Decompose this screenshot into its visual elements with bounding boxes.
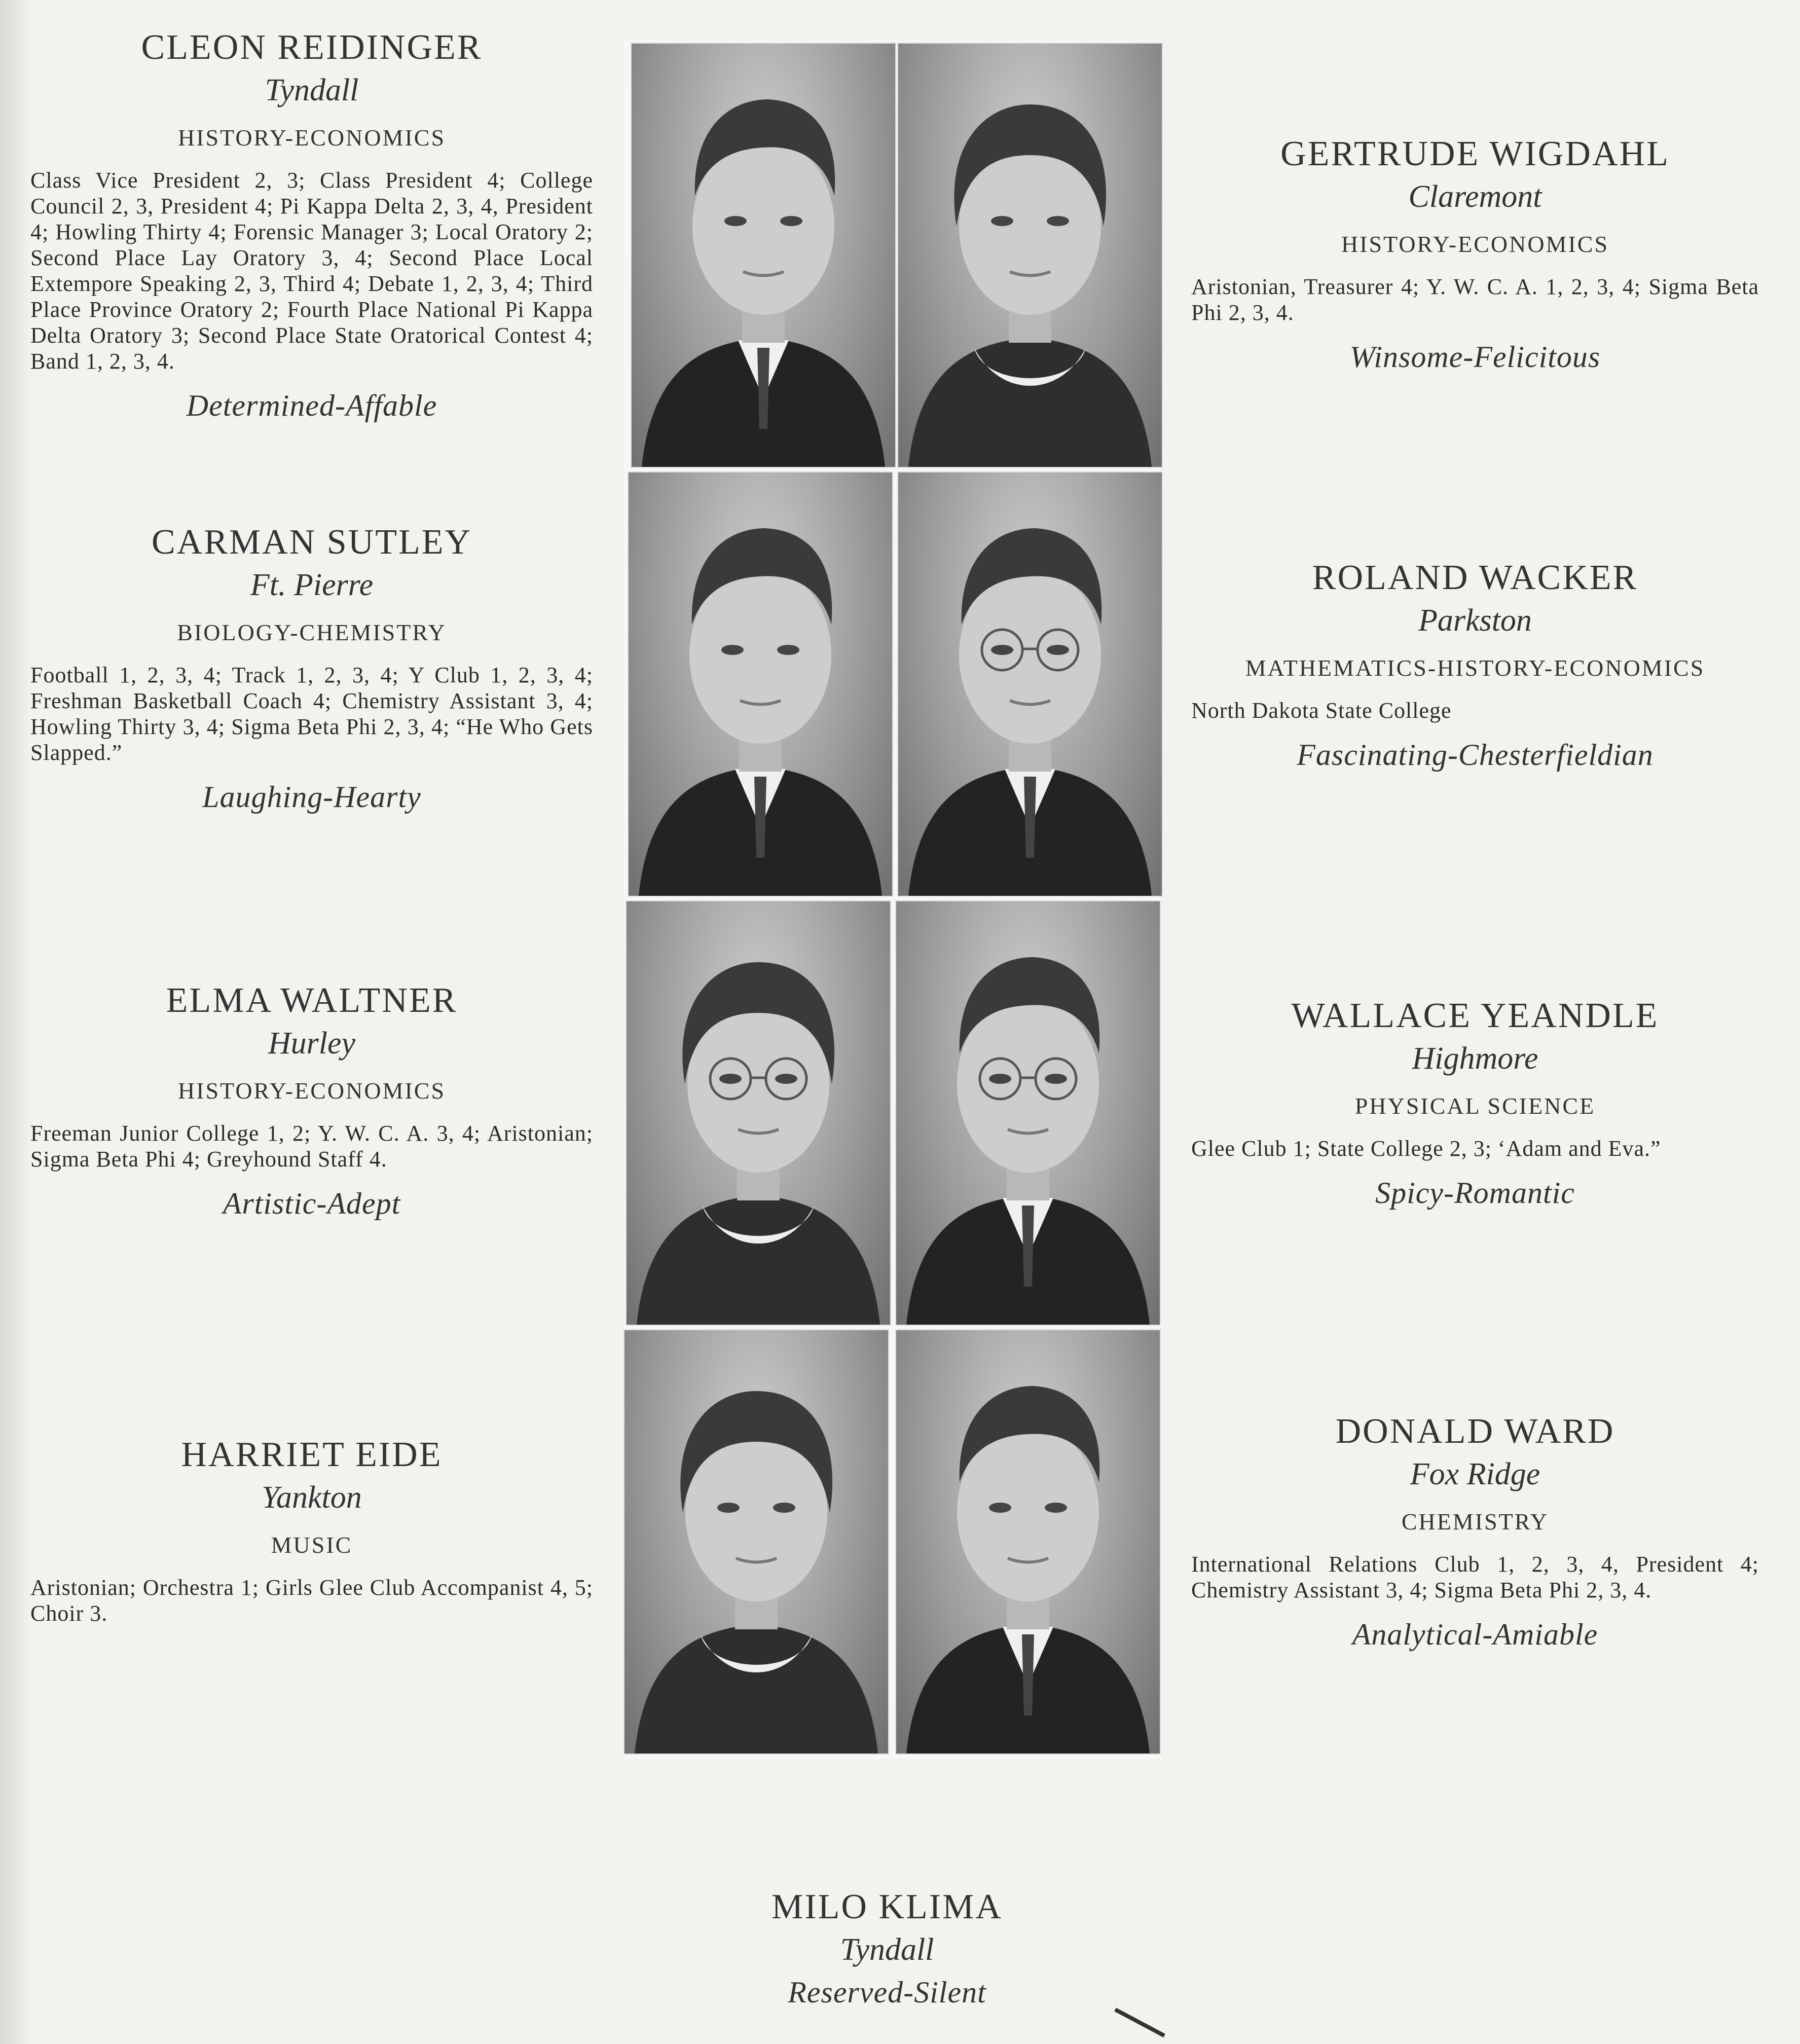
activities: Aristonian, Treasurer 4; Y. W. C. A. 1, 2, 3, 4; Sigma Beta Phi 2, 3, 4.: [1191, 274, 1759, 325]
motto: Spicy-Romantic: [1375, 1176, 1575, 1210]
portrait-eye-left: [989, 1074, 1011, 1084]
student-name: MILO KLIMA: [772, 1887, 1003, 1926]
portrait-eye-left: [991, 216, 1013, 226]
portrait-photo-roland-wacker: [897, 471, 1163, 897]
student-name: WALLACE YEANDLE: [1291, 996, 1659, 1035]
portrait-photo-wallace-yeandle: [895, 900, 1161, 1326]
portrait-shoulders: [908, 338, 1152, 467]
portrait-shoulders: [637, 1195, 880, 1325]
senior-entry-wallace-yeandle: [1191, 995, 1759, 1214]
major: HISTORY-ECONOMICS: [1341, 231, 1609, 257]
major: MATHEMATICS-HISTORY-ECONOMICS: [1245, 655, 1705, 681]
student-name: ELMA WALTNER: [166, 981, 458, 1020]
major: PHYSICAL SCIENCE: [1354, 1093, 1596, 1119]
binding-shadow: [0, 0, 30, 2044]
motto: Laughing-Hearty: [202, 780, 421, 814]
portrait-eye-right: [1045, 1074, 1067, 1084]
portrait-tie: [1022, 1206, 1034, 1287]
hometown: Yankton: [262, 1480, 362, 1515]
major: CHEMISTRY: [1401, 1509, 1549, 1535]
motto: Fascinating-Chesterfieldian: [1297, 738, 1654, 772]
hometown: Parkston: [1418, 603, 1532, 638]
portrait-photo-elma-waltner: [626, 900, 891, 1326]
portrait-eye-right: [1045, 1503, 1067, 1513]
student-name: DONALD WARD: [1335, 1412, 1615, 1451]
hometown: Tyndall: [840, 1932, 934, 1967]
student-name: CARMAN SUTLEY: [151, 523, 472, 562]
portrait-tie: [757, 348, 769, 429]
portrait-tie: [754, 777, 766, 858]
portrait-photo-gertrude-wigdahl: [897, 43, 1163, 468]
portrait-photo-carman-sutley: [628, 471, 893, 897]
portrait-silhouette: [625, 1330, 888, 1754]
activities: North Dakota State College: [1191, 698, 1452, 723]
motto: Winsome-Felicitous: [1349, 340, 1601, 374]
portrait-tie: [1024, 777, 1036, 858]
student-name: HARRIET EIDE: [181, 1435, 443, 1474]
student-name: GERTRUDE WIGDAHL: [1280, 134, 1670, 173]
student-name: CLEON REIDINGER: [141, 28, 483, 67]
portrait-silhouette: [896, 901, 1160, 1325]
portrait-eye-right: [1047, 645, 1069, 655]
portrait-eye-right: [775, 1074, 797, 1084]
major: HISTORY-ECONOMICS: [177, 1078, 446, 1104]
hometown: Tyndall: [265, 73, 359, 107]
portrait-eye-left: [989, 1503, 1011, 1513]
senior-entry-elma-waltner: [30, 979, 593, 1225]
hometown: Fox Ridge: [1410, 1457, 1540, 1491]
portrait-eye-right: [777, 645, 799, 655]
student-name: ROLAND WACKER: [1312, 558, 1638, 597]
major: BIOLOGY-CHEMISTRY: [177, 619, 447, 645]
portrait-silhouette: [627, 901, 890, 1325]
senior-entry-carman-sutley: [30, 521, 593, 818]
portrait-silhouette: [898, 472, 1162, 896]
portrait-silhouette: [896, 1330, 1160, 1754]
portrait-photo-cleon-reidinger: [631, 43, 896, 468]
portrait-shoulders: [635, 1624, 878, 1754]
senior-entry-cleon-reidinger: [30, 26, 593, 427]
portrait-eye-right: [1047, 216, 1069, 226]
hometown: Highmore: [1412, 1041, 1538, 1076]
portrait-silhouette: [629, 472, 892, 896]
portrait-eye-right: [780, 216, 802, 226]
activities: Aristonian; Orchestra 1; Girls Glee Club Accompanist 4, 5; Choir 3.: [30, 1575, 593, 1626]
motto: Artistic-Adept: [223, 1187, 401, 1220]
activities: Glee Club 1; State College 2, 3; ‘Adam and Eva.”: [1191, 1136, 1661, 1161]
portrait-silhouette: [632, 44, 895, 467]
portrait-eye-left: [724, 216, 747, 226]
senior-entry-gertrude-wigdahl: [1191, 133, 1759, 378]
activities: Football 1, 2, 3, 4; Track 1, 2, 3, 4; Y Club 1, 2, 3, 4; Freshman Basketball Coach 4; Chemistry Assistant 3, 4; Howling Thirty 3, 4; Sigma Beta Phi 2, 3, 4; “He Who Gets Slapped.”: [30, 663, 593, 765]
senior-entry-milo-klima: [634, 1886, 1141, 2014]
activities: International Relations Club 1, 2, 3, 4, President 4; Chemistry Assistant 3, 4; Sigma Beta Phi 2, 3, 4.: [1191, 1552, 1759, 1602]
motto: Determined-Affable: [186, 389, 437, 422]
portrait-photo-harriet-eide: [623, 1329, 889, 1755]
activities: Freeman Junior College 1, 2; Y. W. C. A. 3, 4; Aristonian; Sigma Beta Phi 4; Greyhound Staff 4.: [30, 1121, 593, 1172]
senior-entry-harriet-eide: [30, 1434, 593, 1626]
portrait-eye-left: [717, 1503, 740, 1513]
portrait-silhouette: [898, 44, 1162, 467]
senior-entry-roland-wacker: [1191, 557, 1759, 776]
motto: Reserved-Silent: [788, 1976, 986, 2009]
major: MUSIC: [271, 1532, 353, 1558]
portrait-tie: [1022, 1634, 1034, 1716]
portrait-eye-left: [719, 1074, 742, 1084]
major: HISTORY-ECONOMICS: [177, 125, 446, 151]
hometown: Hurley: [268, 1026, 356, 1061]
hometown: Claremont: [1408, 179, 1542, 214]
portrait-eye-left: [991, 645, 1013, 655]
hometown: Ft. Pierre: [250, 568, 374, 602]
portrait-grid: [623, 41, 1161, 1759]
senior-entry-donald-ward: [1191, 1410, 1759, 1656]
portrait-eye-left: [721, 645, 744, 655]
motto: Analytical-Amiable: [1352, 1618, 1598, 1651]
portrait-photo-donald-ward: [895, 1329, 1161, 1755]
portrait-eye-right: [773, 1503, 795, 1513]
activities: Class Vice President 2, 3; Class President 4; College Council 2, 3, President 4; Pi Kappa Delta 2, 3, 4, President 4; Howling Thirty 4; Forensic Manager 3; Local Oratory 2; Second Place Lay Oratory 3, 4; Second Place Local Extempore Speaking 2, 3, Third 4; Debate 1, 2, 3, 4; Third Place Province Oratory 2; Fourth Place National Pi Kappa Delta Oratory 3; Second Place State Oratorical Contest 4; Band 1, 2, 3, 4.: [30, 168, 593, 374]
